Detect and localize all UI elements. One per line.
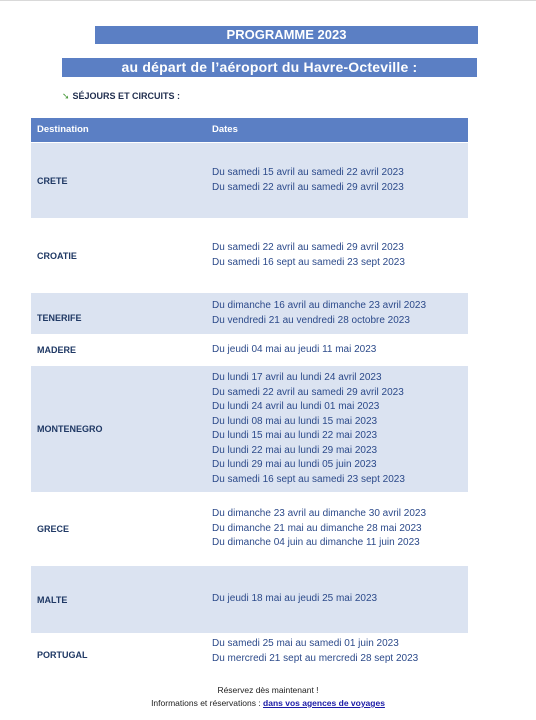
dates-cell — [212, 492, 426, 566]
footer-callout — [0, 685, 536, 695]
date-range: Du lundi 22 mai au lundi 29 mai 2023 — [212, 444, 378, 456]
table-row — [31, 633, 468, 670]
date-range: Du dimanche 16 avril au dimanche 23 avril 2023 — [212, 300, 427, 311]
destination-cell: PORTUGAL — [37, 649, 88, 660]
date-range: Du samedi 16 sept au samedi 23 sept 2023 — [212, 473, 405, 485]
date-range: Du lundi 08 mai au lundi 15 mai 2023 — [212, 415, 378, 427]
dates-cell — [212, 566, 377, 633]
dates-cell — [212, 633, 418, 670]
date-range: Du lundi 29 mai au lundi 05 juin 2023 — [212, 459, 377, 470]
date-range: Du samedi 25 mai au samedi 01 juin 2023 — [212, 638, 399, 649]
date-range: Du samedi 16 sept au samedi 23 sept 2023 — [212, 256, 405, 268]
table-row — [31, 566, 468, 633]
date-range: Du vendredi 21 au vendredi 28 octobre 2023 — [212, 314, 410, 326]
date-range: Du lundi 17 avril au lundi 24 avril 2023 — [212, 372, 382, 383]
date-range: Du jeudi 04 mai au jeudi 11 mai 2023 — [212, 343, 377, 355]
section-label: SÉJOURS ET CIRCUITS : — [72, 91, 181, 101]
destination-cell: GRECE — [37, 524, 70, 534]
date-range: Du samedi 22 avril au samedi 29 avril 2023 — [212, 242, 404, 253]
date-range: Du samedi 15 avril au samedi 22 avril 2023 — [212, 167, 404, 178]
table-header — [31, 118, 468, 142]
date-range: Du samedi 22 avril au samedi 29 avril 2023 — [212, 181, 404, 193]
column-header-dates: Dates — [212, 124, 238, 135]
date-range: Du samedi 22 avril au samedi 29 avril 2023 — [212, 386, 404, 398]
travel-agencies-link[interactable]: dans vos agences de voyages — [263, 698, 385, 708]
column-header-destination: Destination — [37, 124, 89, 135]
table-row — [31, 334, 468, 366]
dates-cell — [212, 293, 426, 334]
destination-cell: TENERIFE — [37, 312, 82, 323]
date-range: Du jeudi 18 mai au jeudi 25 mai 2023 — [212, 593, 378, 605]
departure-subtitle-banner — [62, 58, 477, 77]
table-row — [31, 293, 468, 334]
dates-cell — [212, 143, 404, 218]
destination-cell: MADERE — [37, 345, 77, 355]
page-title: PROGRAMME 2023 — [226, 27, 347, 42]
page-subtitle: au départ de l’aéroport du Havre-Octeville : — [121, 59, 418, 75]
date-range: Du dimanche 21 mai au dimanche 28 mai 2023 — [212, 522, 422, 534]
destination-cell: MALTE — [37, 594, 68, 605]
dates-cell — [212, 334, 376, 366]
arrow-bullet-icon: ➘ — [62, 91, 70, 101]
date-range: Du lundi 15 mai au lundi 22 mai 2023 — [212, 430, 378, 441]
footer-info-label: Informations et réservations : — [151, 698, 264, 708]
dates-cell — [212, 218, 405, 293]
footer-book-now: Réservez dès maintenant ! — [217, 685, 319, 695]
footer-info — [0, 698, 536, 708]
dates-cell — [212, 366, 405, 492]
date-range: Du mercredi 21 sept au mercredi 28 sept 2023 — [212, 652, 419, 664]
destination-cell: CRETE — [37, 175, 68, 186]
destination-cell: MONTENEGRO — [37, 424, 103, 434]
table-row — [31, 492, 468, 566]
top-rule — [0, 0, 536, 1]
date-range: Du dimanche 23 avril au dimanche 30 avril 2023 — [212, 508, 427, 520]
table-row — [31, 143, 468, 218]
section-heading — [62, 91, 180, 102]
table-row — [31, 218, 468, 293]
destination-cell: CROATIE — [37, 250, 77, 261]
date-range: Du dimanche 04 juin au dimanche 11 juin 2023 — [212, 537, 420, 549]
programme-title-banner — [95, 26, 478, 44]
table-row — [31, 366, 468, 492]
date-range: Du lundi 24 avril au lundi 01 mai 2023 — [212, 401, 380, 412]
